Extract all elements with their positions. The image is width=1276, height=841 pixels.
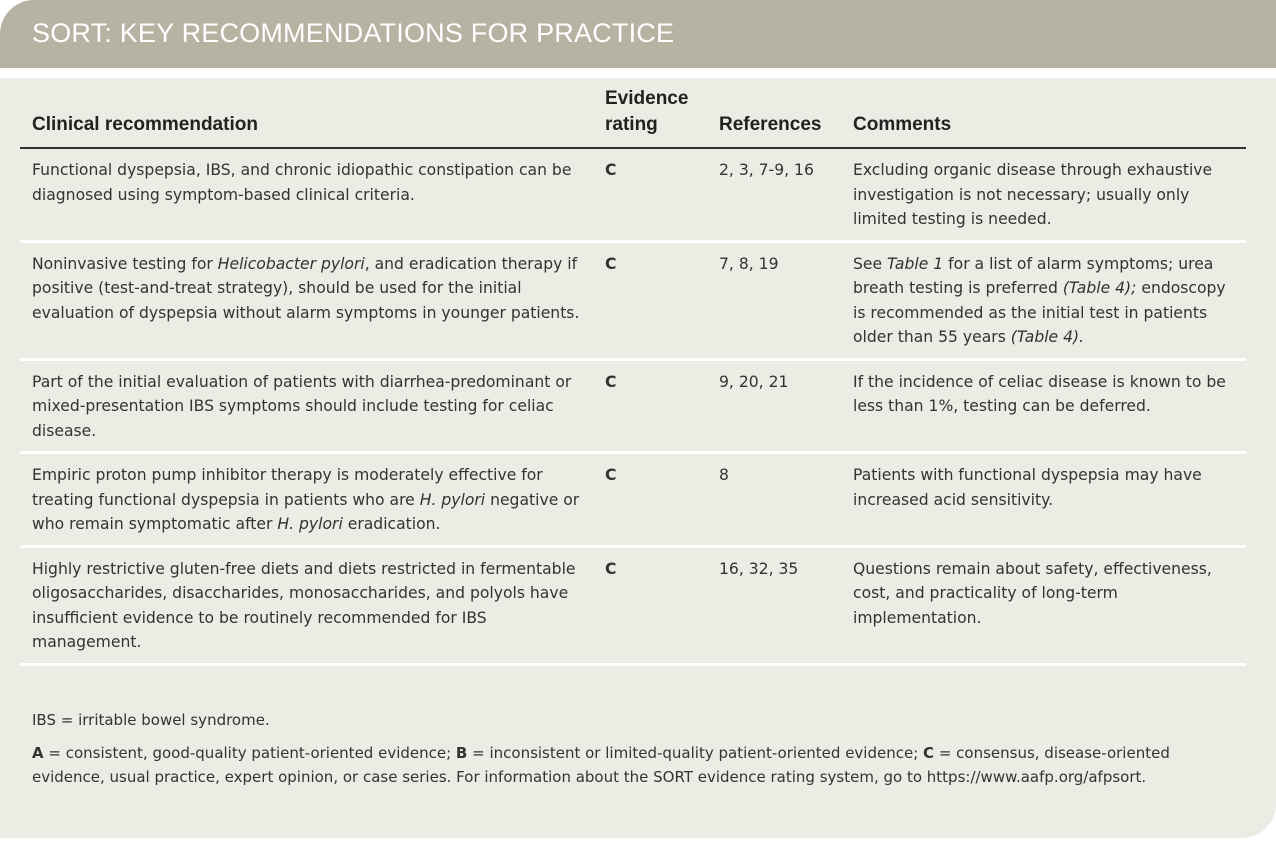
text-segment: = inconsistent or limited-quality patient-oriented evidence; [467, 744, 924, 762]
text-segment: for a list of alarm symptoms; urea breath testing is preferred [853, 254, 1214, 297]
text-segment: See [853, 254, 888, 273]
recommendation-cell [20, 546, 593, 664]
text-segment: Highly restrictive gluten-free diets and diets restricted in fermentable oligosaccharides, disaccharides, monosaccharides, and polyols have insufficient evidence to be routinely recommended for IBS management. [32, 559, 576, 651]
rating-cell: C [593, 148, 707, 241]
italic-text: Table 1 [887, 254, 944, 273]
header-recommendation: Clinical recommendation [20, 78, 593, 148]
recommendation-cell [20, 241, 593, 359]
recommendations-table [20, 78, 1246, 666]
rating-cell: C [593, 453, 707, 547]
text-segment: = consistent, good-quality patient-oriented evidence; [43, 744, 456, 762]
text-segment: Functional dyspepsia, IBS, and chronic idiopathic constipation can be diagnosed using symptom-based clinical criteria. [32, 161, 572, 204]
table-row [20, 453, 1246, 547]
recommendation-cell [20, 148, 593, 241]
comments-cell [841, 546, 1246, 664]
rating-legend [32, 741, 1247, 789]
text-segment: Noninvasive testing for [32, 254, 218, 273]
text-segment: negative or who remain symptomatic after [32, 490, 580, 533]
references-cell: 16, 32, 35 [707, 546, 841, 664]
text-segment: = consensus, disease-oriented evidence, usual practice, expert opinion, or case series. For information about the SORT evidence rating system, go to https://www.aafp.org/afpsort. [32, 744, 1170, 786]
text-segment: Questions remain about safety, effectiveness, cost, and practicality of long-term implementation. [853, 559, 1212, 627]
table-notes [32, 708, 1247, 798]
abbreviation-note: IBS = irritable bowel syndrome. [32, 711, 270, 729]
italic-text: (Table 4); [1062, 279, 1137, 297]
recommendation-cell [20, 359, 593, 453]
text-segment: Part of the initial evaluation of patients with diarrhea-predominant or mixed-presentation IBS symptoms should include testing for celiac disease. [32, 372, 572, 440]
recommendation-cell [20, 453, 593, 547]
comments-cell [841, 359, 1246, 453]
header-row [20, 78, 1246, 148]
comments-cell [841, 241, 1246, 359]
table-panel [0, 78, 1276, 838]
text-segment: eradication. [342, 515, 441, 533]
text-segment: endoscopy is recommended as the initial test in patients older than 55 years [853, 279, 1226, 346]
text-segment: Empiric proton pump inhibitor therapy is moderately effective for treating functional dyspepsia in patients who are [32, 466, 543, 509]
header-evidence-rating: Evidence rating [593, 78, 707, 148]
bold-text: A [32, 744, 44, 762]
rating-cell: C [593, 359, 707, 453]
text-segment: Excluding organic disease through exhaustive investigation is not necessary; usually only limited testing is needed. [853, 161, 1213, 228]
text-segment: Patients with functional dyspepsia may have increased acid sensitivity. [853, 466, 1202, 509]
table-title: SORT: KEY RECOMMENDATIONS FOR PRACTICE [32, 18, 675, 48]
comments-cell [841, 148, 1246, 241]
references-cell: 7, 8, 19 [707, 241, 841, 359]
italic-text: Helicobacter pylori [217, 254, 365, 273]
table-row [20, 359, 1246, 453]
title-banner [0, 0, 1276, 68]
table-row [20, 546, 1246, 664]
italic-text: H. pylori [419, 490, 486, 509]
bold-text: B [455, 744, 468, 762]
references-cell: 9, 20, 21 [707, 359, 841, 453]
references-cell: 8 [707, 453, 841, 547]
text-segment: , and eradication therapy if positive (test-and-treat strategy), should be used for the initial evaluation of dyspepsia without alarm symptoms in younger patients. [32, 254, 580, 322]
italic-text: (Table 4). [1010, 328, 1085, 346]
rating-cell: C [593, 241, 707, 359]
text-segment: If the incidence of celiac disease is known to be less than 1%, testing can be deferred. [853, 372, 1226, 415]
references-cell: 2, 3, 7-9, 16 [707, 148, 841, 241]
bold-text: C [923, 744, 935, 762]
rating-cell: C [593, 546, 707, 664]
table-row [20, 241, 1246, 359]
italic-text: H. pylori [277, 515, 343, 533]
table-row [20, 148, 1246, 241]
comments-cell [841, 453, 1246, 547]
header-comments: Comments [841, 78, 1246, 148]
header-references: References [707, 78, 841, 148]
